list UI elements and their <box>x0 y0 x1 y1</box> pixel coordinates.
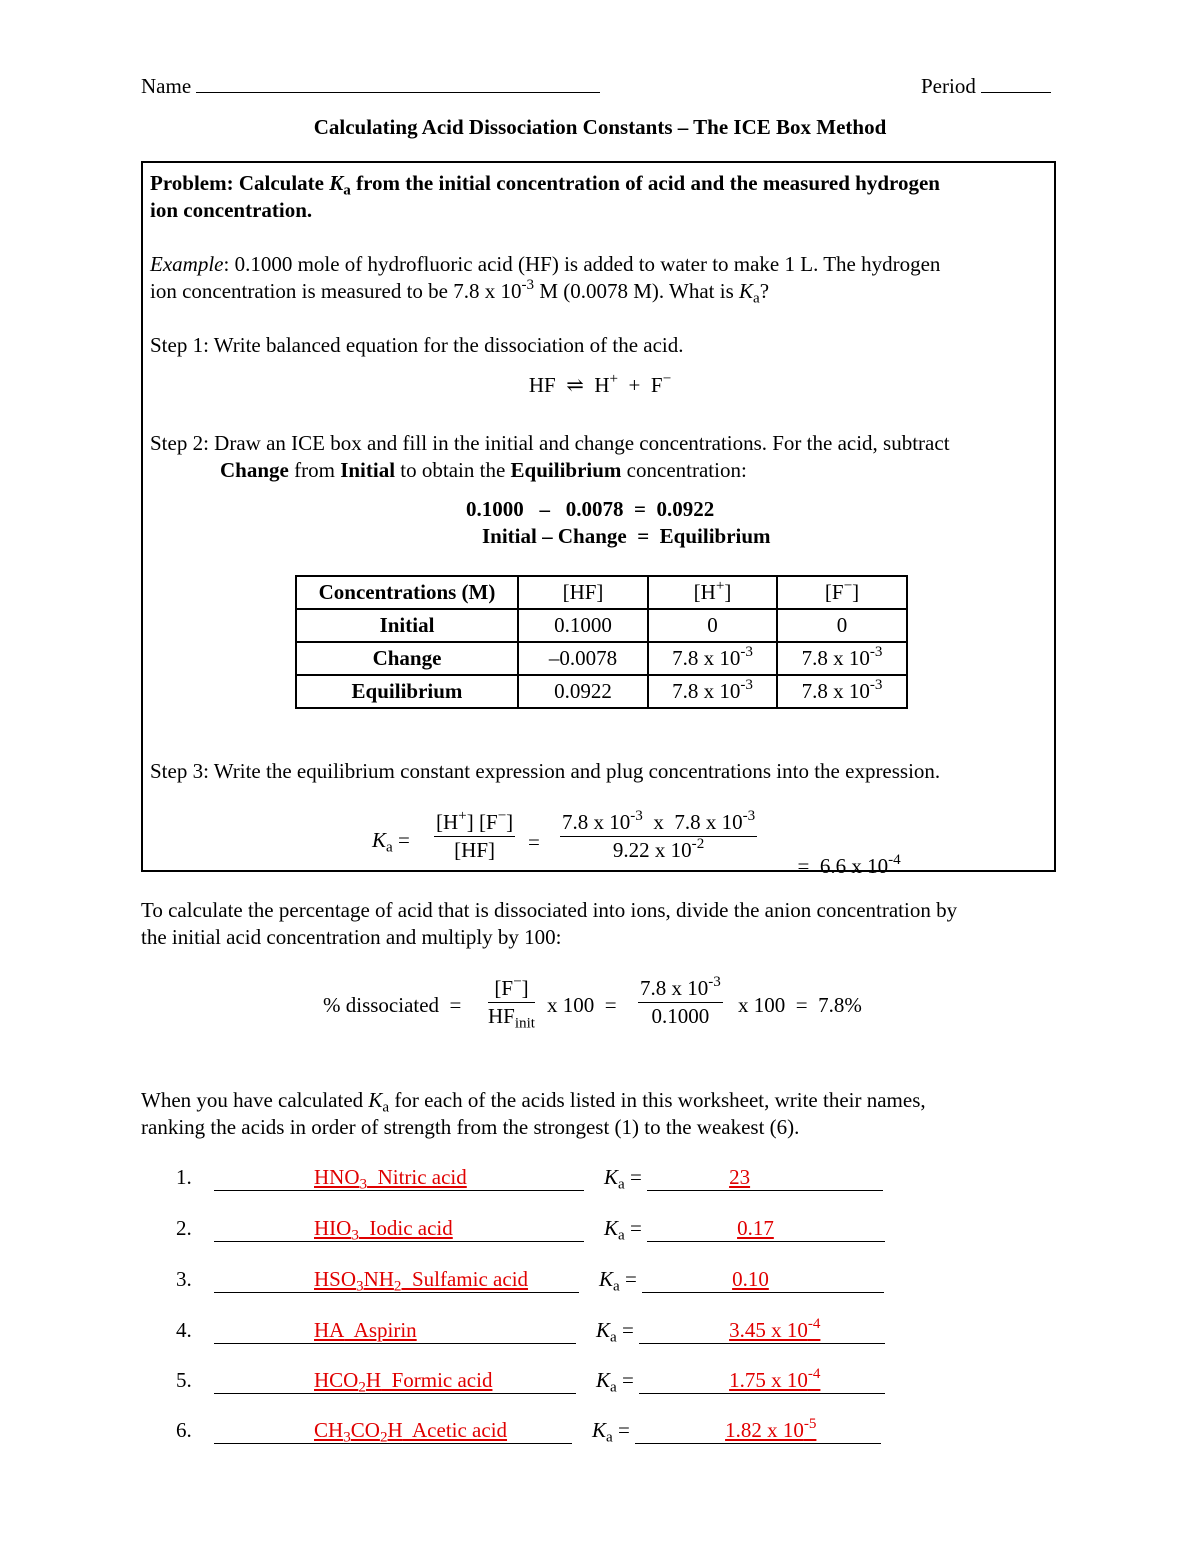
ice-header-concentrations: Concentrations (M) <box>296 576 518 609</box>
step-2-line-2: Change from Initial to obtain the Equilibrium concentration: <box>220 458 747 482</box>
ka-fraction-numeric: $\frac{7.8 x 10^{-3} x 7.8 x 10^{-3}}{9.22 x 10^{-2}}$ <box>562 807 756 862</box>
acid-answer: $HIO_3$ Iodic acid <box>314 1216 453 1244</box>
ka-value-field[interactable] <box>647 1216 885 1242</box>
acid-name-field[interactable] <box>214 1267 579 1293</box>
ranking-intro-2: ranking the acids in order of strength from the strongest (1) to the weakest (6). <box>141 1115 800 1139</box>
ranking-item <box>176 1415 881 1446</box>
ranking-number: 5. <box>176 1368 192 1392</box>
ice-row-label: Equilibrium <box>296 675 518 708</box>
ka-label: $K_a$ = <box>596 1368 640 1396</box>
ka-label: $K_a$ = <box>604 1216 648 1244</box>
ka-label: $K_a$ = <box>599 1267 643 1295</box>
step-1: Step 1: Write balanced equation for the dissociation of the acid. <box>150 333 684 357</box>
name-blank[interactable] <box>196 72 600 93</box>
ka-answer: 23 <box>729 1165 751 1189</box>
ka-label: $K_a$ = <box>604 1165 648 1193</box>
acid-answer: $HCO_2H$ Formic acid <box>314 1368 493 1396</box>
ice-row-equilibrium <box>296 675 907 708</box>
ka-label: $K_a$ = <box>592 1418 636 1446</box>
ka-value-field[interactable] <box>642 1267 884 1293</box>
ranking-item <box>176 1315 885 1346</box>
ice-table <box>295 575 908 709</box>
ice-cell-hf: 0.1000 <box>518 609 648 642</box>
ice-header-hf: [HF] <box>518 576 648 609</box>
ice-cell-h: 7.8 x $10^{-3}$ <box>648 642 777 675</box>
acid-name-field[interactable] <box>214 1368 576 1394</box>
page-title: Calculating Acid Dissociation Constants – The ICE Box Method <box>313 115 887 139</box>
ice-cell-hf: –0.0078 <box>518 642 648 675</box>
step-3: Step 3: Write the equilibrium constant expression and plug concentrations into the expression. <box>150 759 941 783</box>
ranking-number: 6. <box>176 1418 192 1442</box>
acid-name-field[interactable] <box>214 1165 584 1191</box>
ranking-number: 4. <box>176 1318 192 1342</box>
ka-value-field[interactable] <box>635 1415 881 1444</box>
ranking-item <box>176 1267 884 1293</box>
acid-answer: $CH_3CO_2H$ Acetic acid <box>314 1418 508 1446</box>
percent-intro-1: To calculate the percentage of acid that is dissociated into ions, divide the anion concentration by <box>141 898 958 922</box>
acid-answer: $HSO_3NH_2$ Sulfamic acid <box>314 1267 529 1295</box>
step-2-line-1: Step 2: Draw an ICE box and fill in the initial and change concentrations. For the acid, subtract <box>150 431 950 455</box>
percent-fraction-symbolic: [F−] $HF_{init}$ <box>488 973 536 1032</box>
acid-name-field[interactable] <box>214 1318 576 1344</box>
ka-answer: 0.17 <box>737 1216 774 1240</box>
ice-cell-f: 0 <box>777 609 907 642</box>
ka-answer: 1.75 x $10^{-4}$ <box>729 1365 821 1392</box>
example-line-2: ion concentration is measured to be 7.8 x $10^{-3}$ M (0.0078 M). What is $K_a$? <box>150 276 770 307</box>
name-field[interactable] <box>141 72 600 99</box>
ka-result: = 6.6 x $10^{-4}$ <box>797 851 901 878</box>
ranking-number: 1. <box>176 1165 192 1189</box>
percent-fraction-numeric: $\frac{7.8 x 10^{-3}}{0.1000}$ <box>640 973 721 1028</box>
acid-answer: $HNO_3$ Nitric acid <box>314 1165 467 1193</box>
ice-header-f: [F−] <box>777 576 907 609</box>
percent-intro-2: the initial acid concentration and multiply by 100: <box>141 925 562 949</box>
name-label: Name <box>141 74 192 98</box>
problem-statement: Problem: Calculate $K_a$ from the initial concentration of acid and the measured hydrogen <box>150 171 940 199</box>
ice-cell-h: 0 <box>648 609 777 642</box>
ka-equals: = <box>528 830 540 854</box>
equilibrium-arrow: ⇌ <box>566 373 584 397</box>
ice-cell-hf: 0.0922 <box>518 675 648 708</box>
ranking-number: 2. <box>176 1216 192 1240</box>
ka-label: $K_a$ = <box>596 1318 640 1346</box>
percent-times-1: x 100 = <box>547 993 617 1017</box>
ka-value-field[interactable] <box>639 1315 885 1344</box>
percent-label: % dissociated = <box>323 993 462 1017</box>
ice-header-h: [H+] <box>648 576 777 609</box>
ice-row-label: Initial <box>296 609 518 642</box>
dissociation-equation: HF ⇌ H+ + F− <box>528 370 672 397</box>
acid-answer: HA Aspirin <box>314 1318 417 1342</box>
ranking-item <box>176 1165 883 1191</box>
percent-result: x 100 = 7.8% <box>738 993 862 1017</box>
ice-cell-f: 7.8 x $10^{-3}$ <box>777 675 907 708</box>
ranking-number: 3. <box>176 1267 192 1291</box>
calc-labels: Initial – Change = Equilibrium <box>482 524 771 548</box>
ice-cell-f: 7.8 x $10^{-3}$ <box>777 642 907 675</box>
ice-row-change <box>296 642 907 675</box>
acid-name-field[interactable] <box>214 1418 572 1444</box>
calc-values: 0.1000 – 0.0078 = 0.0922 <box>466 497 715 521</box>
ka-symbol: $K_a$ = <box>372 828 410 856</box>
period-field[interactable] <box>921 72 1051 99</box>
ka-value-field[interactable] <box>647 1165 883 1191</box>
period-blank[interactable] <box>981 72 1051 93</box>
example-line-1: Example: 0.1000 mole of hydrofluoric acid (HF) is added to water to make 1 L. The hydrogen <box>150 252 941 276</box>
ka-answer: 1.82 x $10^{-5}$ <box>725 1415 817 1442</box>
acid-name-field[interactable] <box>214 1216 584 1242</box>
ka-fraction-symbolic: $\frac{[H^+] [F^-]}{[HF]}$ <box>436 807 514 862</box>
ranking-intro-1: When you have calculated $K_a$ for each of the acids listed in this worksheet, write their names, <box>141 1088 926 1116</box>
ka-answer: 3.45 x $10^{-4}$ <box>729 1315 821 1342</box>
ranking-item <box>176 1365 885 1396</box>
ice-cell-h: 7.8 x $10^{-3}$ <box>648 675 777 708</box>
ranking-item <box>176 1216 885 1242</box>
ice-header-row <box>296 576 907 609</box>
ice-row-label: Change <box>296 642 518 675</box>
ka-value-field[interactable] <box>639 1365 885 1394</box>
ice-row-initial <box>296 609 907 642</box>
ka-answer: 0.10 <box>732 1267 769 1291</box>
problem-statement-cont: ion concentration. <box>150 198 313 222</box>
period-label: Period <box>921 74 976 98</box>
